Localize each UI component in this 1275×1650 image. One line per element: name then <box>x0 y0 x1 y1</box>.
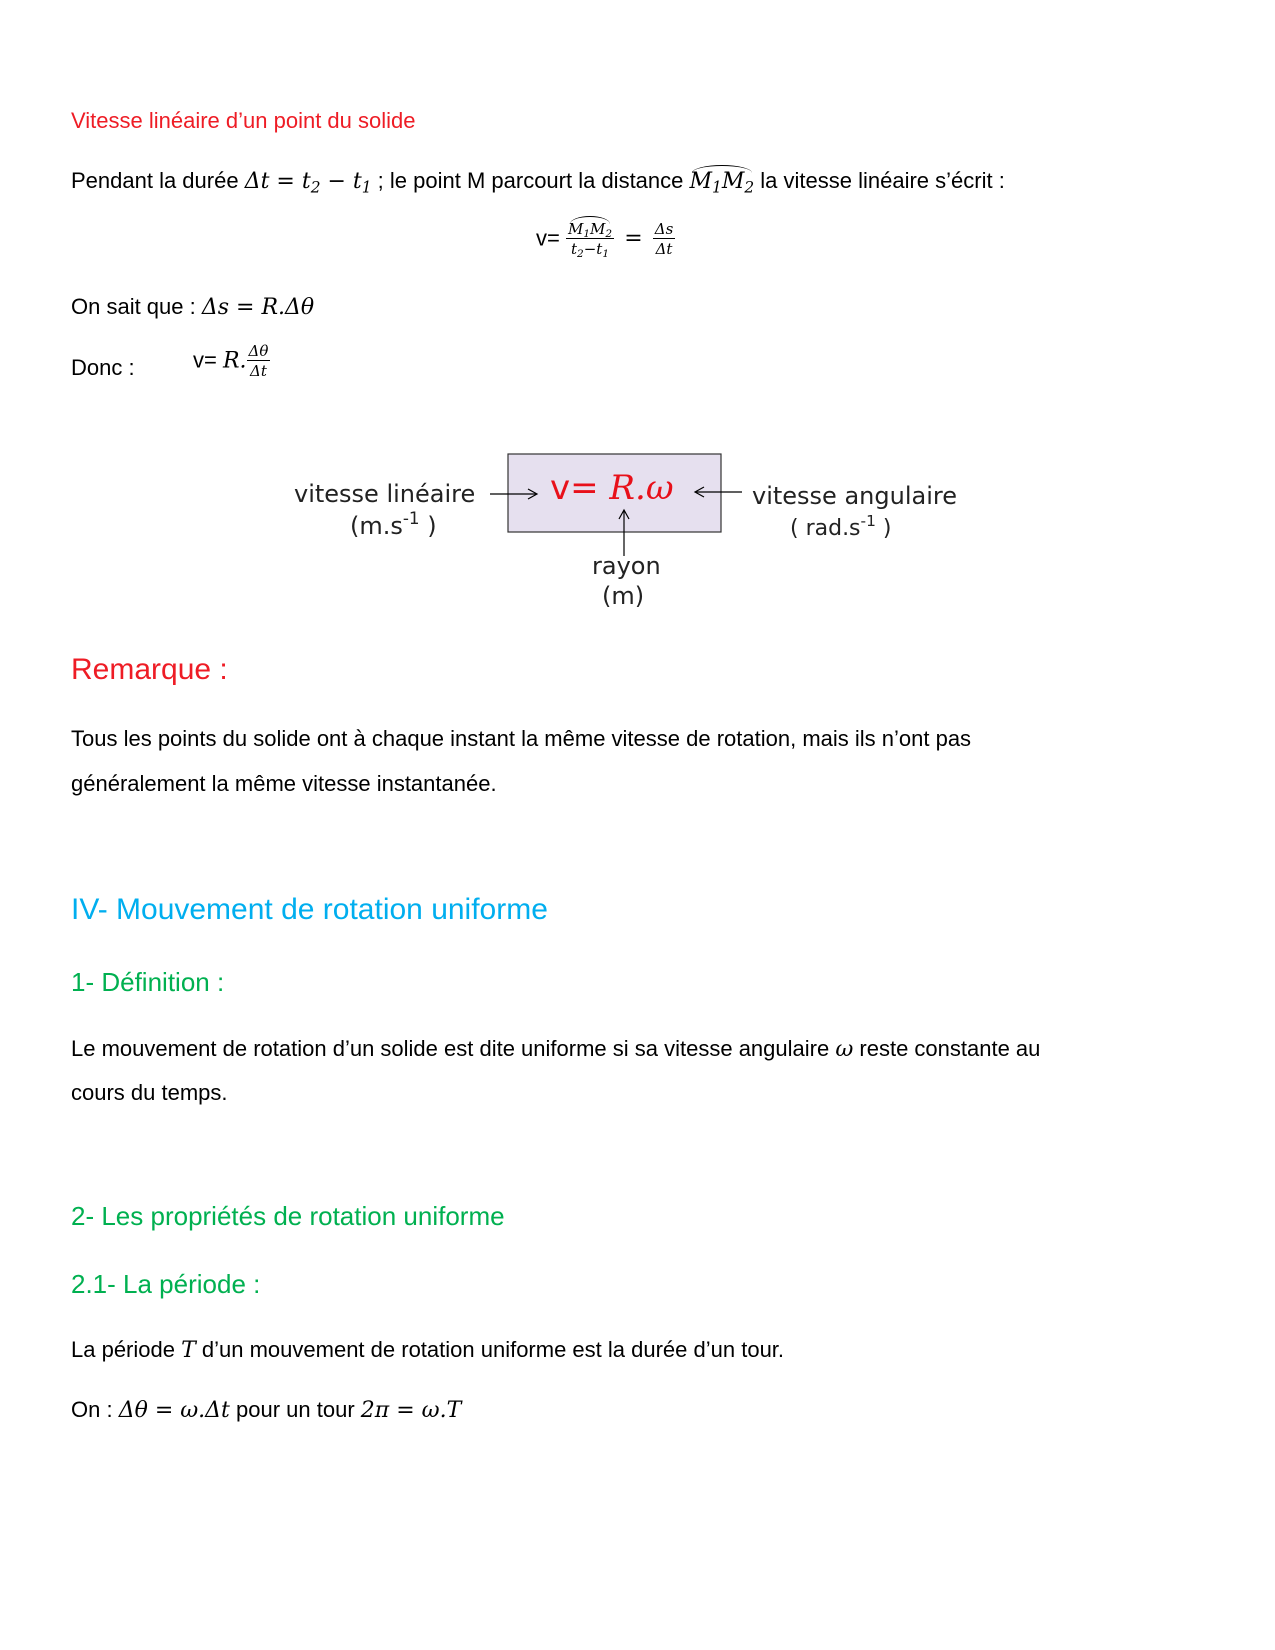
right-label: vitesse angulaire <box>752 482 957 510</box>
linear-angular-speed-diagram <box>290 450 980 620</box>
arc-m1m2: $M_1M_2$ <box>689 169 755 197</box>
donc-r: R. <box>222 348 247 374</box>
right-unit: ( $rad.s^{-1}$ ) <box>790 511 892 541</box>
fraction-dtheta-over-dt: $\frac{\Delta\theta}{\Delta t}$ <box>248 342 269 380</box>
section-iv-heading: IV- Mouvement de rotation uniforme <box>71 893 548 926</box>
intro-text-mid: ; le point M parcourt la distance <box>371 168 690 193</box>
intro-text-post: la vitesse linéaire s’écrit : <box>754 168 1005 193</box>
formula-linear-speed <box>536 220 675 259</box>
bottom-label: rayon <box>592 552 661 580</box>
delta-t-expression: $\Delta t = t_2 - t_1$ <box>244 169 372 197</box>
fraction-ds-over-dt: $\frac{\Delta s}{\Delta t}$ <box>654 220 674 258</box>
known-equation: Δs = R.Δθ <box>201 295 315 320</box>
formula-equals: = <box>624 226 643 252</box>
linear-speed-intro-line <box>71 168 1005 197</box>
remarque-line-2: généralement la même vitesse instantanée. <box>71 771 497 796</box>
donc-lhs: v= <box>193 347 223 373</box>
definition-line-2: cours du temps. <box>71 1080 228 1105</box>
omega-symbol: ω <box>835 1037 854 1062</box>
donc-label: Donc : <box>71 355 135 380</box>
known-relation-line <box>71 294 314 320</box>
known-label: On sait que : <box>71 294 202 319</box>
left-unit: ($m.s^{-1}$ ) <box>350 507 437 540</box>
donc-formula <box>193 342 270 381</box>
fraction-arc-over-dt: $\frac{M_1M_2}{t_2-t_1}$ <box>567 220 613 261</box>
bottom-unit: (m) <box>602 582 645 610</box>
properties-heading: 2- Les propriétés de rotation uniforme <box>71 1201 505 1231</box>
remarque-heading: Remarque : <box>71 653 228 686</box>
relation-equation-1: Δθ = ω.Δt <box>118 1398 230 1423</box>
period-definition-line: La période T d’un mouvement de rotation uniforme est la durée d’un tour. <box>71 1337 785 1363</box>
remarque-line-1: Tous les points du solide ont à chaque instant la même vitesse de rotation, mais ils n’ont pas <box>71 726 972 751</box>
definition-heading: 1- Définition : <box>71 967 225 997</box>
diagram-formula: v= R.ω <box>550 468 674 508</box>
period-symbol: T <box>181 1338 196 1363</box>
definition-line-1: Le mouvement de rotation d’un solide est dite uniforme si sa vitesse angulaire ω reste constante au <box>71 1036 1041 1062</box>
period-heading: 2.1- La période : <box>71 1269 261 1299</box>
left-label: vitesse linéaire <box>294 480 476 508</box>
relation-equation-2: 2π = ω.T <box>360 1398 462 1423</box>
formula-lhs: v= <box>536 225 560 251</box>
period-relation-line: On : Δθ = ω.Δt pour un tour 2π = ω.T <box>71 1397 462 1423</box>
intro-text: Pendant la durée <box>71 168 245 193</box>
section-heading-linear-speed: Vitesse linéaire d’un point du solide <box>71 108 416 133</box>
